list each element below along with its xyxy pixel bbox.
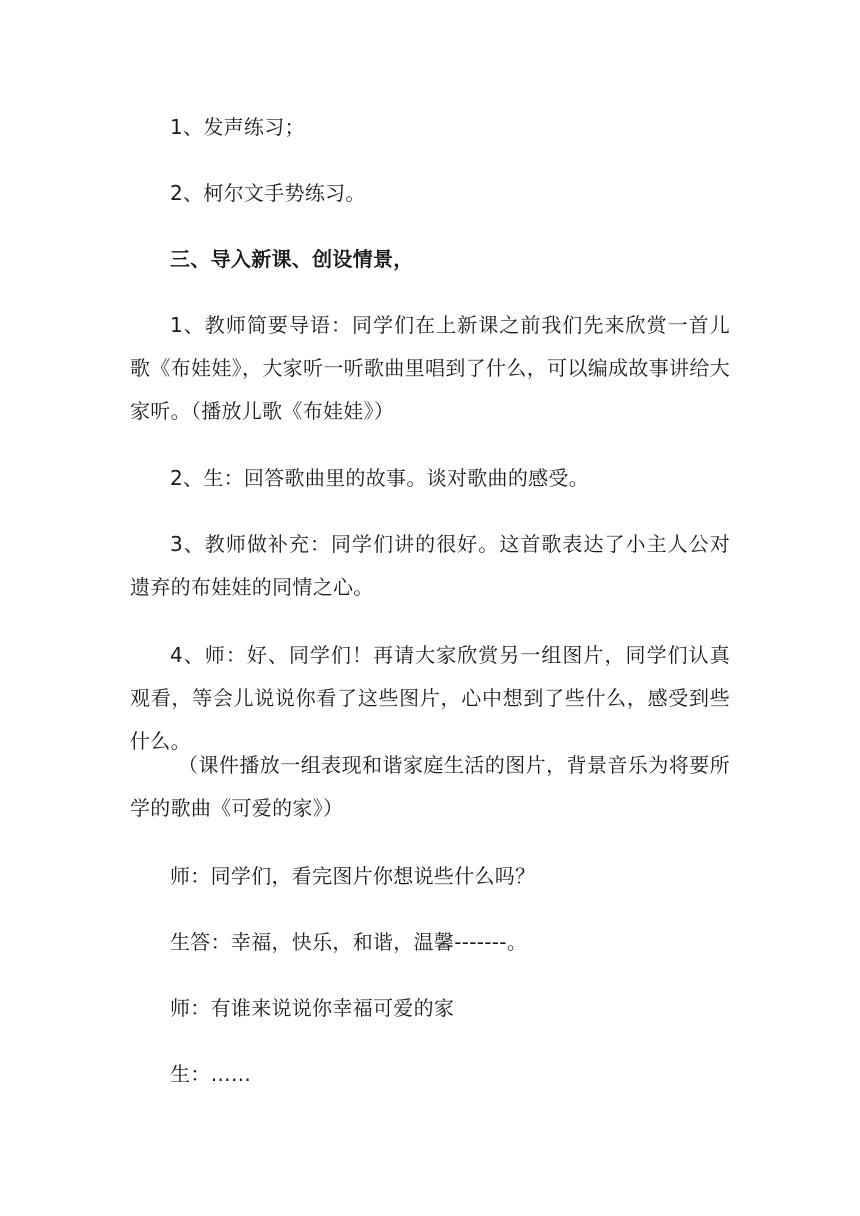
list-item-vocal-practice: 1、发声练习； — [170, 115, 305, 139]
paragraph-student-reply: 生答：幸福，快乐，和谐，温馨-------。 — [170, 930, 528, 954]
section-heading: 三、导入新课、创设情景， — [170, 247, 414, 271]
paragraph-teacher-pictures: 4、师：好、同学们！再请大家欣赏另一组图片，同学们认真观看，等会儿说说你看了这些图片，心中想到了些什么，感受到些什么。 — [130, 643, 730, 753]
paragraph-teacher-supplement: 3、教师做补充：同学们讲的很好。这首歌表达了小主人公对遗弃的布娃娃的同情之心。 — [130, 532, 730, 599]
paragraph-teacher-question: 师：同学们，看完图片你想说些什么吗？ — [170, 864, 536, 888]
paragraph-student-ellipsis: 生：…… — [170, 1062, 252, 1086]
paragraph-teacher-prompt: 师：有谁来说说你幸福可爱的家 — [170, 996, 455, 1020]
paragraph-teacher-intro: 1、教师简要导语：同学们在上新课之前我们先来欣赏一首儿歌《布娃娃》，大家听一听歌曲里唱到了什么，可以编成故事讲给大家听。（播放儿歌《布娃娃》） — [130, 313, 730, 423]
paragraph-courseware-note: （课件播放一组表现和谐家庭生活的图片，背景音乐为将要所学的歌曲《可爱的家》） — [130, 753, 730, 820]
paragraph-student-answer: 2、生：回答歌曲里的故事。谈对歌曲的感受。 — [170, 466, 590, 490]
list-item-curwen-practice: 2、柯尔文手势练习。 — [170, 181, 366, 205]
